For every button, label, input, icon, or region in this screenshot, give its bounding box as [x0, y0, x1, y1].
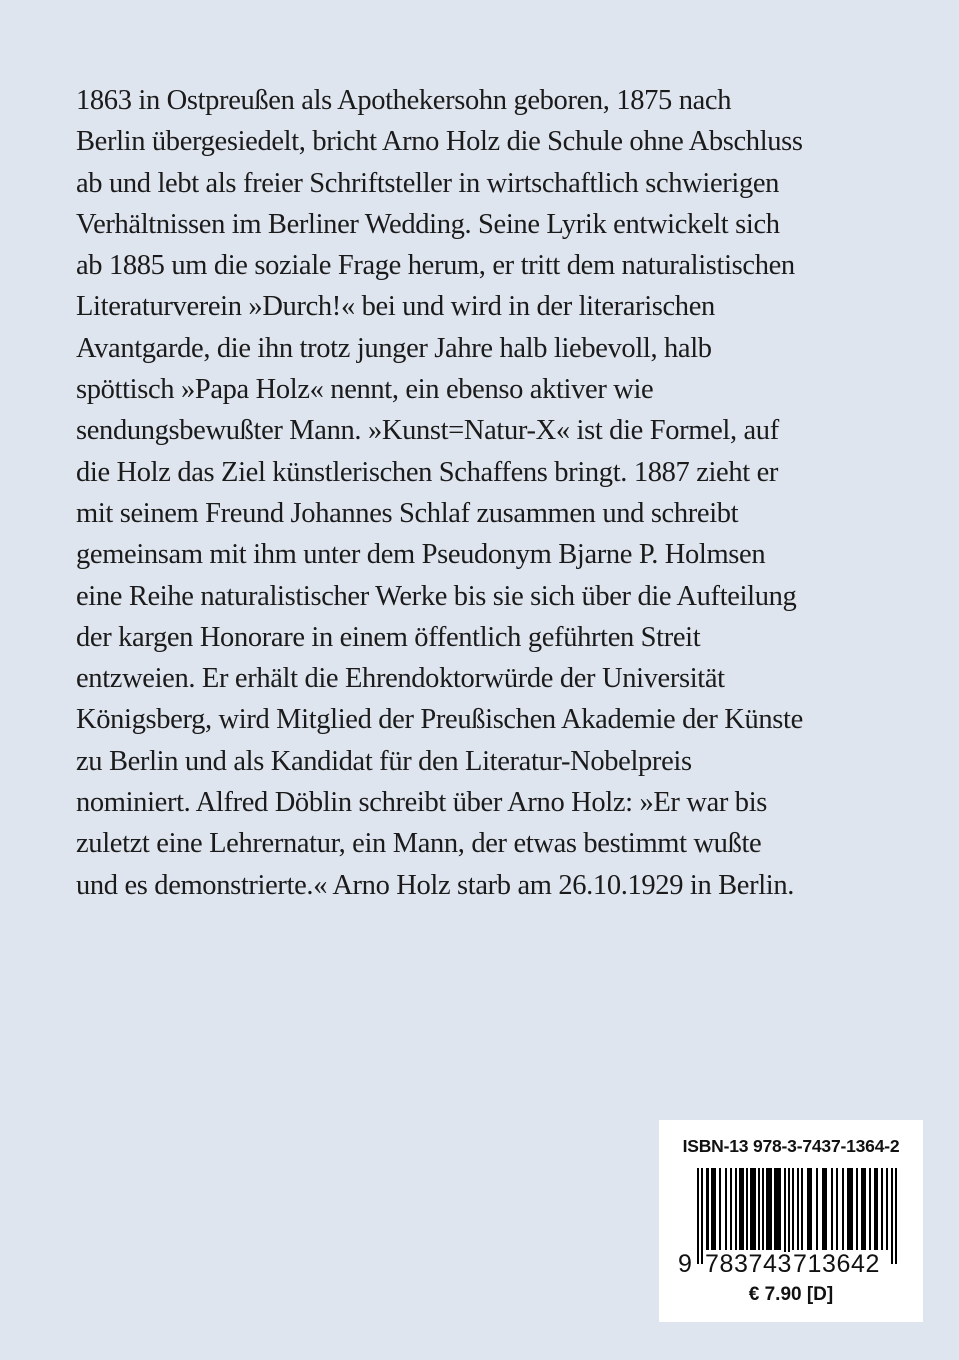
blurb-line: sendungsbewußter Mann. »Kunst=Natur-X« ist die Formel, auf [76, 415, 779, 447]
blurb-line: mit seinem Freund Johannes Schlaf zusammen und schreibt [76, 497, 739, 529]
blurb-line: ab 1885 um die soziale Frage herum, er tritt dem naturalistischen [76, 250, 795, 282]
blurb-line: 1863 in Ostpreußen als Apothekersohn geboren, 1875 nach [76, 85, 732, 116]
isbn-barcode-label [659, 1120, 923, 1322]
blurb-line: zuletzt eine Lehrernatur, ein Mann, der etwas bestimmt wußte [76, 828, 762, 860]
blurb-line: die Holz das Ziel künstlerischen Schaffens bringt. 1887 zieht er [76, 456, 779, 488]
blurb-line: eine Reihe naturalistischer Werke bis sie sich über die Aufteilung [76, 580, 797, 612]
blurb-line: Literaturverein »Durch!« bei und wird in der literarischen [76, 291, 715, 323]
barcode-first-digit: 9 [678, 1250, 692, 1278]
author-biography [76, 80, 906, 906]
blurb-line: der kargen Honorare in einem öffentlich geführten Streit [76, 621, 701, 653]
barcode-right-digits: 713642 [793, 1250, 881, 1278]
price-label: € 7.90 [D] [748, 1284, 834, 1305]
isbn-number: ISBN-13 978-3-7437-1364-2 [682, 1136, 900, 1156]
barcode-left-digits: 783743 [705, 1250, 793, 1278]
blurb-line: Verhältnissen im Berliner Wedding. Seine Lyrik entwickelt sich [76, 208, 780, 240]
blurb-line: spöttisch »Papa Holz« nennt, ein ebenso aktiver wie [76, 374, 654, 406]
blurb-line: und es demonstrierte.« Arno Holz starb am 26.10.1929 in Berlin. [76, 869, 795, 901]
blurb-line: entzweien. Er erhält die Ehrendoktorwürde der Universität [76, 663, 725, 695]
blurb-line: Avantgarde, die ihn trotz junger Jahre halb liebevoll, halb [76, 332, 712, 364]
blurb-line: zu Berlin und als Kandidat für den Literatur-Nobelpreis [76, 745, 692, 777]
blurb-line: nominiert. Alfred Döblin schreibt über Arno Holz: »Er war bis [76, 787, 767, 819]
blurb-line: Berlin übergesiedelt, bricht Arno Holz die Schule ohne Abschluss [76, 126, 803, 158]
blurb-line: Königsberg, wird Mitglied der Preußischen Akademie der Künste [76, 704, 803, 736]
blurb-line: ab und lebt als freier Schriftsteller in wirtschaftlich schwierigen [76, 167, 780, 199]
blurb-line: gemeinsam mit ihm unter dem Pseudonym Bjarne P. Holmsen [76, 539, 766, 571]
